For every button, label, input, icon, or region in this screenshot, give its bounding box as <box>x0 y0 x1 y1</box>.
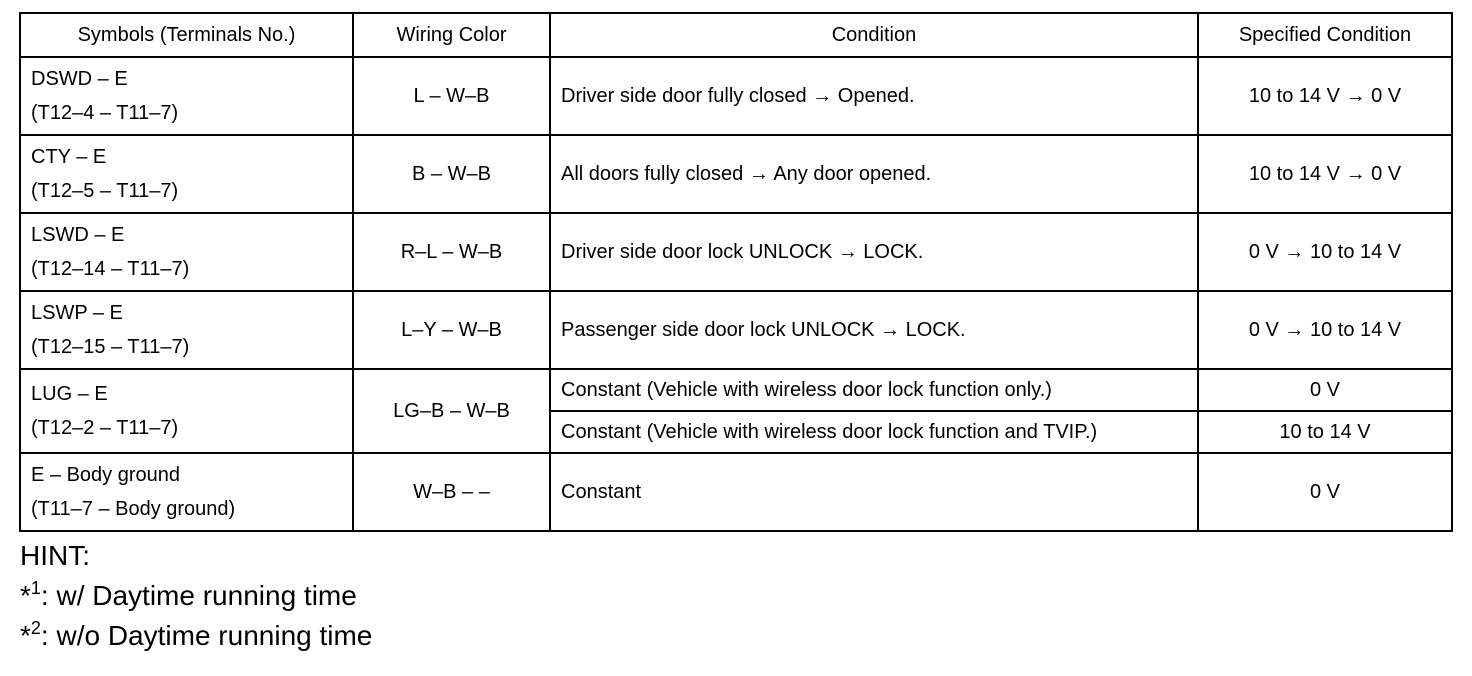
specified-condition-cell: 0 V <box>1198 369 1452 411</box>
specified-condition-cell: 0 V → 10 to 14 V <box>1198 291 1452 369</box>
note-mark: * <box>20 580 31 611</box>
wiring-color-cell: W–B – – <box>353 453 550 531</box>
specified-condition-cell: 0 V <box>1198 453 1452 531</box>
table-header-row <box>20 13 1452 57</box>
table-row <box>20 453 1452 531</box>
hint-note <box>20 576 372 616</box>
symbol-name: DSWD – E <box>31 68 128 90</box>
terminal-spec-table <box>19 12 1453 532</box>
note-text: : w/o Daytime running time <box>40 620 373 651</box>
condition-cell: Constant <box>550 453 1198 531</box>
terminal-numbers: (T11–7 – Body ground) <box>31 498 236 520</box>
header-condition: Condition <box>550 13 1198 57</box>
hint-title: HINT: <box>20 540 90 571</box>
specified-condition-cell: 10 to 14 V → 0 V <box>1198 57 1452 135</box>
symbol-cell <box>20 135 353 213</box>
terminal-numbers: (T12–5 – T11–7) <box>31 180 179 202</box>
note-superscript: 1 <box>30 578 41 598</box>
symbol-cell <box>20 369 353 453</box>
symbol-name: CTY – E <box>31 146 107 168</box>
table-row <box>20 291 1452 369</box>
header-specified-condition: Specified Condition <box>1198 13 1452 57</box>
table-row <box>20 135 1452 213</box>
symbol-name: LSWD – E <box>31 224 125 246</box>
header-symbols: Symbols (Terminals No.) <box>20 13 353 57</box>
wiring-color-cell: B – W–B <box>353 135 550 213</box>
condition-cell: Constant (Vehicle with wireless door lock function and TVIP.) <box>550 411 1198 453</box>
condition-cell: Driver side door fully closed → Opened. <box>550 57 1198 135</box>
symbol-name: LUG – E <box>31 383 108 405</box>
terminal-numbers: (T12–4 – T11–7) <box>31 102 179 124</box>
condition-cell: Driver side door lock UNLOCK → LOCK. <box>550 213 1198 291</box>
symbol-cell <box>20 291 353 369</box>
specified-condition-cell: 10 to 14 V → 0 V <box>1198 135 1452 213</box>
terminal-numbers: (T12–14 – T11–7) <box>31 258 190 280</box>
terminal-numbers: (T12–15 – T11–7) <box>31 336 190 358</box>
wiring-color-cell: LG–B – W–B <box>353 369 550 453</box>
table-row <box>20 213 1452 291</box>
note-mark: * <box>20 620 31 651</box>
note-superscript: 2 <box>30 618 41 638</box>
table-row <box>20 57 1452 135</box>
symbol-name: E – Body ground <box>31 464 180 486</box>
specified-condition-cell: 0 V → 10 to 14 V <box>1198 213 1452 291</box>
wiring-color-cell: R–L – W–B <box>353 213 550 291</box>
wiring-color-cell: L–Y – W–B <box>353 291 550 369</box>
specified-condition-cell: 10 to 14 V <box>1198 411 1452 453</box>
hint-section <box>20 536 372 656</box>
symbol-cell <box>20 57 353 135</box>
condition-cell: Passenger side door lock UNLOCK → LOCK. <box>550 291 1198 369</box>
wiring-color-cell: L – W–B <box>353 57 550 135</box>
table-row <box>20 369 1452 411</box>
note-text: : w/ Daytime running time <box>40 580 357 611</box>
symbol-name: LSWP – E <box>31 302 123 324</box>
condition-cell: Constant (Vehicle with wireless door lock function only.) <box>550 369 1198 411</box>
hint-note <box>20 616 372 656</box>
condition-cell: All doors fully closed → Any door opened. <box>550 135 1198 213</box>
symbol-cell <box>20 213 353 291</box>
header-wiring-color: Wiring Color <box>353 13 550 57</box>
symbol-cell <box>20 453 353 531</box>
terminal-numbers: (T12–2 – T11–7) <box>31 417 179 439</box>
